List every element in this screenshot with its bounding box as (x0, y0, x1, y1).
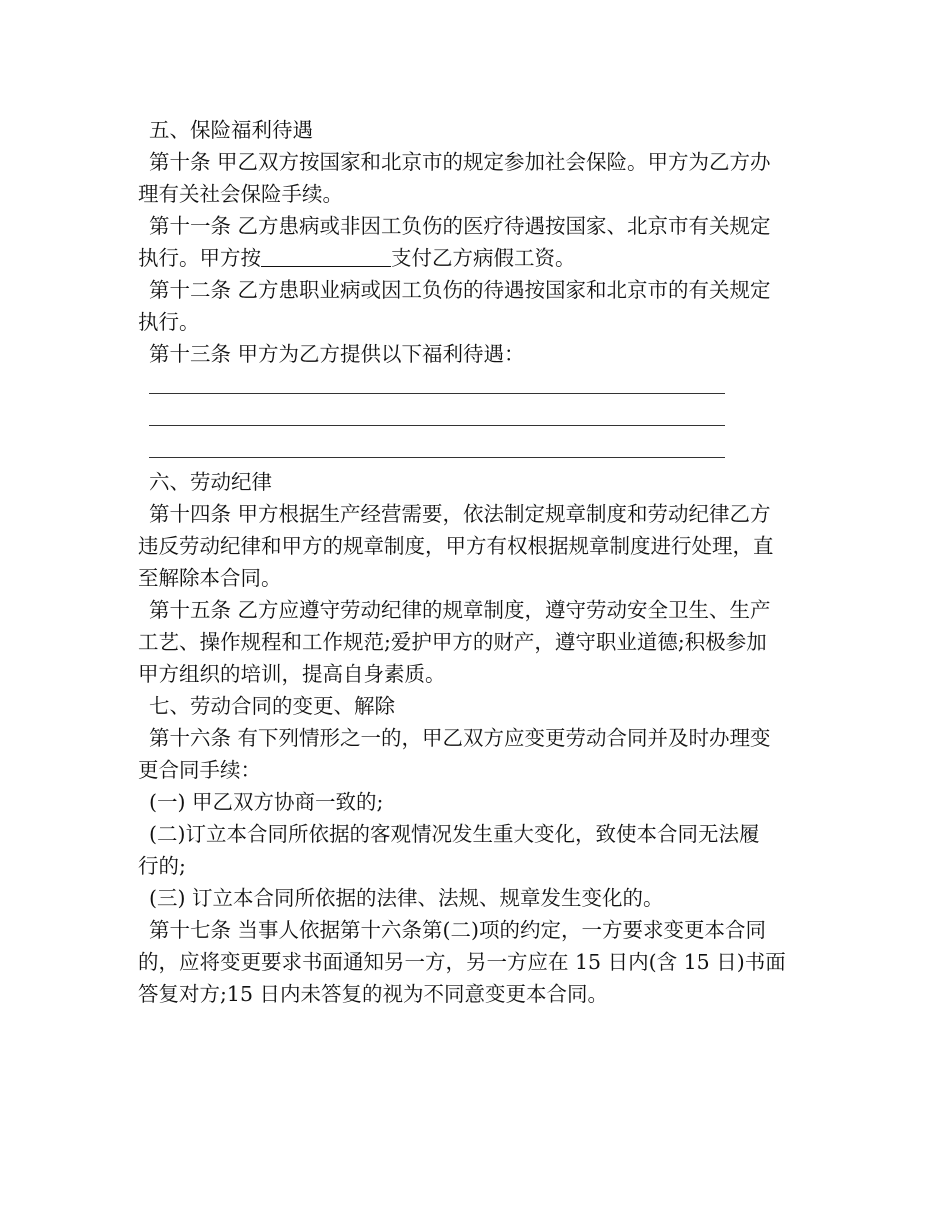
contract-page (138, 114, 814, 1010)
paragraph-line: (一) 甲乙双方协商一致的; (149, 790, 384, 814)
fill-in-blank (261, 246, 391, 267)
paragraph-line: 第十五条 乙方应遵守劳动纪律的规章制度，遵守劳动安全卫生、生产 (149, 598, 771, 622)
paragraph-line: 第十二条 乙方患职业病或因工负伤的待遇按国家和北京市的有关规定 (149, 278, 771, 302)
paragraph-line: 第十一条 乙方患病或非因工负伤的医疗待遇按国家、北京市有关规定 (149, 214, 771, 238)
paragraph-line: 第十三条 甲方为乙方提供以下福利待遇： (149, 342, 525, 366)
section-heading: 五、保险福利待遇 (149, 118, 313, 142)
paragraph-line: (二)订立本合同所依据的客观情况发生重大变化，致使本合同无法履 (149, 822, 760, 846)
paragraph-line: 第十六条 有下列情形之一的，甲乙双方应变更劳动合同并及时办理变 (149, 726, 771, 750)
fill-in-rule-line (138, 370, 814, 402)
section-heading: 六、劳动纪律 (149, 470, 272, 494)
text-after-blank: 支付乙方病假工资。 (391, 246, 576, 270)
paragraph-line: 答复对方;15 日内未答复的视为不同意变更本合同。 (138, 982, 609, 1006)
paragraph-line: 理有关社会保险手续。 (138, 182, 343, 206)
section-heading: 七、劳动合同的变更、解除 (149, 694, 395, 718)
text-before-blank: 执行。甲方按 (138, 246, 261, 270)
fill-in-rule-line (138, 434, 814, 466)
fill-in-rule-line (138, 402, 814, 434)
paragraph-line: (三) 订立本合同所依据的法律、法规、规章发生变化的。 (149, 886, 664, 910)
paragraph-line: 更合同手续： (138, 758, 261, 782)
paragraph-line (138, 242, 814, 274)
paragraph-line: 第十条 甲乙双方按国家和北京市的规定参加社会保险。甲方为乙方办 (149, 150, 771, 174)
paragraph-line: 甲方组织的培训，提高自身素质。 (138, 662, 446, 686)
paragraph-line: 至解除本合同。 (138, 566, 282, 590)
paragraph-line: 的，应将变更要求书面通知另一方，另一方应在 15 日内(含 15 日)书面 (138, 950, 786, 974)
paragraph-line: 执行。 (138, 310, 200, 334)
paragraph-line: 第十四条 甲方根据生产经营需要，依法制定规章制度和劳动纪律乙方 (149, 502, 771, 526)
paragraph-line: 违反劳动纪律和甲方的规章制度，甲方有权根据规章制度进行处理，直 (138, 534, 774, 558)
paragraph-line: 行的; (138, 854, 186, 878)
paragraph-line: 第十七条 当事人依据第十六条第(二)项的约定，一方要求变更本合同 (149, 918, 767, 942)
paragraph-line: 工艺、操作规程和工作规范;爱护甲方的财产，遵守职业道德;积极参加 (138, 630, 767, 654)
